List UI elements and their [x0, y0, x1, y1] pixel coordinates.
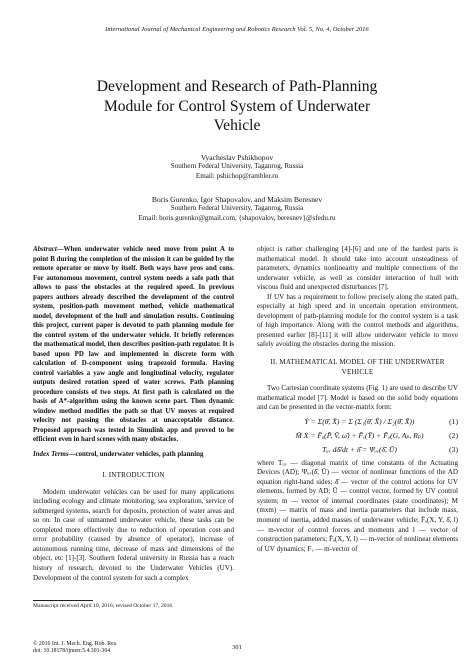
title-line: Module for Control System of Underwater — [103, 97, 371, 115]
index-terms-label: Index Terms — [33, 450, 69, 458]
math-model-intro: Two Cartesian coordinate systems (Fig. 1) are used to describe UV mathematical model [7]. Model is based on the solid body equations and can be presented in the vector-matrix form: — [257, 384, 458, 412]
author-affiliation: Southern Federal University, Taganrog, Russia — [170, 162, 304, 171]
author-block-2 — [40, 195, 434, 223]
equation-expression: M̄ Ẋ = F̄ₐ(P̄, V̄, ω̄) + F̄ₑ(Ȳ) + F̄ₐ(G, Aₚ, Rₚ) — [295, 430, 424, 440]
doi-text: doi: 10.18178/ijmerr.5.4.301-304 — [33, 648, 111, 655]
index-terms — [33, 450, 234, 460]
equation-2 — [257, 431, 458, 441]
equation-number: (2) — [449, 430, 458, 440]
author-block-1 — [40, 153, 434, 181]
math-model-definitions: where Tᵤᵥ — diagonal matrix of time constants of the Actuating Devices (AD); Ψᵤᵥ(δ̄, Ū) — vector of nonlinear functions of the AD equation right-hand sides; δ̄ — vector of the control actions for UV elements, formed by AD; Ū — control vector, formed by UV control system; m — vector of internal coordinates (state coordinates); M (mxm) — matrix of mass and inertia parameters that include mass, moment of inertia, added masses of underwater vehicle; F̄ₐ(X, Y, δ̄, l) — m-vector of control forces and moments and l — vector of construction parameters; F̄ₐ(X, Y, l) — m-vector of nonlinear elements of UV dynamics; Fᵥ — m-vector of — [257, 458, 458, 553]
manuscript-footnote: Manuscript received April 10, 2016; revised October 17, 2016. — [33, 603, 174, 609]
body-paragraph: If UV has a requirement to follow precisely along the stated path, especially at high speed and in uncertain operation environment, development of path-planning module for the control system is a task of high importance. Along with the control methods and algorithms, presented earlier [8]-[11] it will allow underwater vehicle to move safely avoiding the obstacles during the mission. — [257, 292, 458, 349]
paper-title — [60, 77, 414, 136]
equation-number: (3) — [449, 444, 458, 454]
page-number: 301 — [232, 644, 242, 651]
author-name: Vyacheslav Pshikhopov — [200, 153, 274, 162]
equation-3 — [257, 445, 458, 455]
equation-1 — [257, 417, 458, 427]
author-affiliation: Southern Federal University, Taganrog, Russia — [170, 204, 304, 213]
introduction-paragraph: Modern underwater vehicles can be used for many applications including ecology and climate monitoring, sea exploration, service of submerged systems, search for deposits, protection of water areas and so on. In case of unmanned underwater vehicle, these tasks can be completed more effectively due to reduction of operation cost and error probability (caused by absence of operator), increase of autonomous running time, decrease of mass and dimensions of the object, etc [1]-[3]. Southern federal university in Russia has a reach history of research, devoted to the Underwater Vehicles (UV). Development of the control system for such a complex — [33, 487, 234, 582]
abstract-text: —When underwater vehicle need move from point A to point B during the completion of the mission it can be guided by the remote operator or move by itself. Both ways have pros and cons. For autonomous movement, control system needs a safe path that allows to pass the obstacles at the required speed. In previous papers authors already described the development of the control system, position-path movement method, vehicle mathematical model, development of the hull and simulation results. Continuing this project, current paper is devoted to path planning module for the control system of the underwater vehicle. It briefly references the mathematical model, then describes position-path regulator. It is based upon PD law and implemented in discrete form with calculation of D-component using trapezoid formula. Having control variables a yaw angle and longitudinal velocity, regulator outputs desired rotation speed of water screws. Path planning procedure consists of two steps. At first path is calculated on the basis of A*-algorithm using the known scene part. Then dynamic window method modifies the path so that UV moves at required velocity not passing the obstacles at unacceptable distance. Proposed approach was tested in Simulink app and proved to be efficient even in hard scenes with many obstacles. — [33, 246, 234, 443]
title-line: Development and Research of Path-Planning — [96, 78, 378, 95]
abstract — [33, 245, 234, 445]
author-email: Email: boris.gurenko@gmail.com, {shapovalov, beresnev}@sfedu.ru — [138, 213, 336, 222]
abstract-label: Abstract — [33, 246, 57, 253]
section-heading-math-model: II. MATHEMATICAL MODEL OF THE UNDERWATER VEHICLE — [270, 358, 445, 376]
journal-header: International Journal of Mechanical Engineering and Robotics Research Vol. 5, No. 4, October 2016 — [105, 26, 369, 33]
right-column — [257, 245, 458, 554]
body-paragraph: object is rather challenging [4]-[6] and one of the hardest parts is mathematical model. It should take into account unsteadiness of parameters, dynamics nonlinearity and multiple connections of the underwater vehicle, as well as consider interaction of hull with viscous fluid and unexpected disturbances [7]. — [257, 245, 458, 292]
index-terms-text: —control, underwater vehicles, path planning — [68, 450, 204, 458]
title-line: Vehicle — [213, 117, 261, 134]
copyright-text: © 2016 Int. J. Mech. Eng. Rob. Res. — [33, 641, 118, 647]
left-column — [33, 245, 234, 583]
section-heading-introduction: I. INTRODUCTION — [102, 471, 165, 480]
equation-expression: Tᵤᵥ dδ̄/dt + δ̄ = Ψᵤᵥ(δ̄, Ū) — [322, 444, 397, 454]
equation-number: (1) — [449, 416, 458, 426]
author-names: Boris Gurenko, Igor Shapovalov, and Maksim Beresnev — [151, 195, 323, 204]
equation-expression: Ẏ = Σ(θ̄, X̄) = Σ (Σ₁(θ̄, X̄) / Σ₂(θ̄, X̄)) — [304, 416, 415, 426]
author-email: Email: pshichop@rambler.ru — [195, 171, 279, 180]
footnote-divider — [33, 600, 93, 601]
